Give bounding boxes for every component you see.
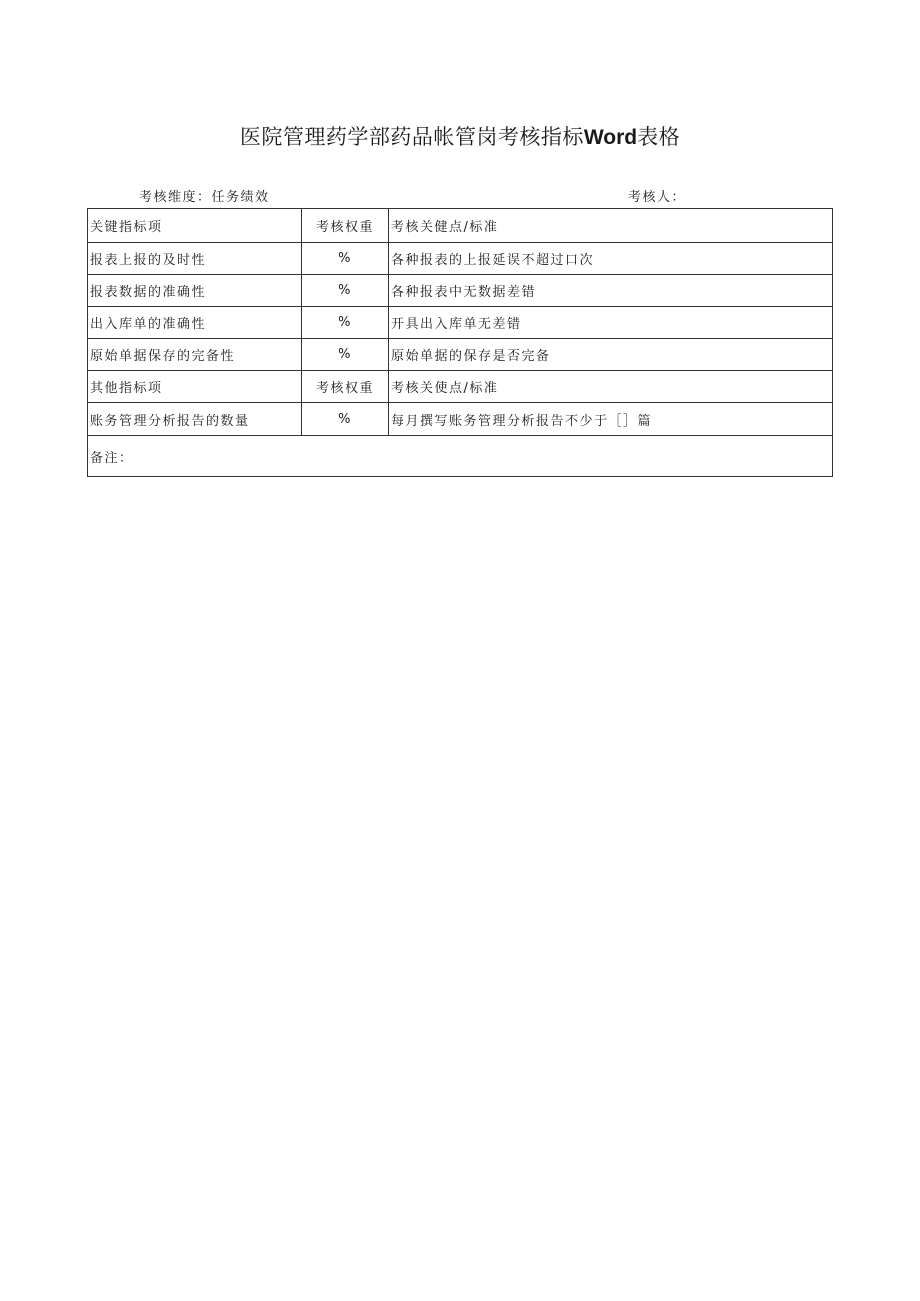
row-standard: 每月撰写账务管理分析报告不少于［］篇 <box>389 403 833 436</box>
other-header-row <box>88 371 833 403</box>
row-item: 账务管理分析报告的数量 <box>88 403 302 436</box>
notes-row <box>88 436 833 477</box>
title-word: Word <box>583 126 638 149</box>
table-row <box>88 275 833 307</box>
row-standard: 各种报表的上报延误不超过口次 <box>389 243 833 275</box>
table-row <box>88 339 833 371</box>
header-standard: 考核关健点/标准 <box>389 209 833 243</box>
table-row <box>88 243 833 275</box>
row-item: 报表上报的及时性 <box>88 243 302 275</box>
header-item: 关键指标项 <box>88 209 302 243</box>
title-main: 医院管理药学部药品帐管岗考核指标 <box>239 125 584 149</box>
row-weight: % <box>302 403 389 436</box>
other-header-item: 其他指标项 <box>88 371 302 403</box>
assessor-label: 考核人： <box>628 190 687 205</box>
other-header-standard: 考核关使点/标准 <box>389 371 833 403</box>
page-title <box>0 122 920 153</box>
table-row <box>88 403 833 436</box>
row-standard: 原始单据的保存是否完备 <box>389 339 833 371</box>
row-weight: % <box>302 243 389 275</box>
row-standard: 各种报表中无数据差错 <box>389 275 833 307</box>
table-header-row <box>88 209 833 243</box>
kpi-table <box>87 208 833 477</box>
title-suffix: 表格 <box>637 125 681 149</box>
row-weight: % <box>302 339 389 371</box>
row-weight: % <box>302 307 389 339</box>
row-weight: % <box>302 275 389 307</box>
row-item: 出入库单的准确性 <box>88 307 302 339</box>
other-header-weight: 考核权重 <box>302 371 389 403</box>
header-weight: 考核权重 <box>302 209 389 243</box>
row-item: 原始单据保存的完备性 <box>88 339 302 371</box>
table-row <box>88 307 833 339</box>
notes-label: 备注： <box>88 436 833 477</box>
assessment-dimension: 考核维度：任务绩效 <box>139 190 270 205</box>
row-standard: 开具出入库单无差错 <box>389 307 833 339</box>
row-item: 报表数据的准确性 <box>88 275 302 307</box>
